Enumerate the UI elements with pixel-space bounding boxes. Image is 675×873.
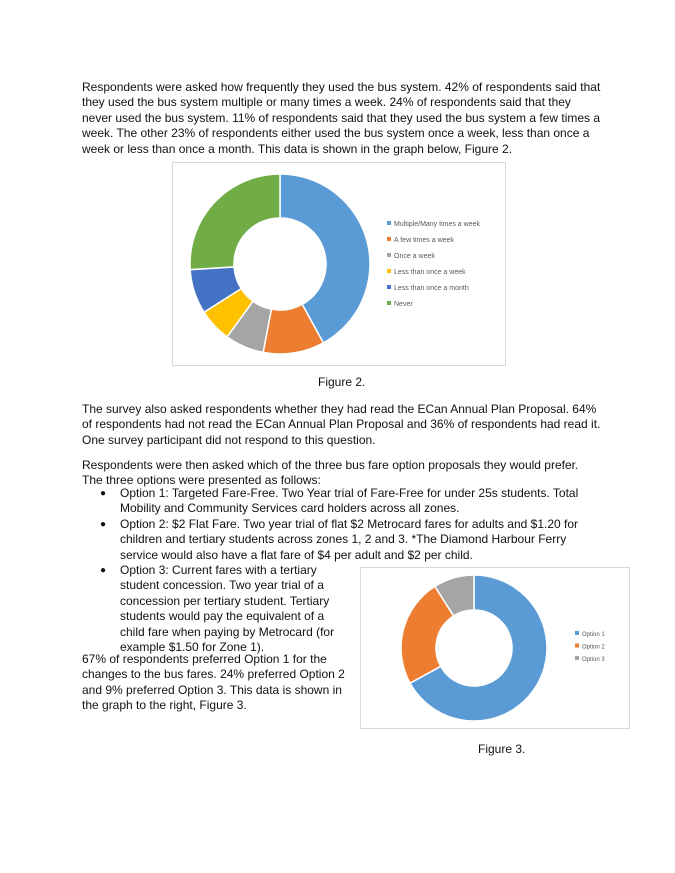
legend-label-option-1: Option 1 (582, 632, 605, 638)
slice-never (190, 174, 280, 270)
legend-label-less-than-once-a-month: Less than once a month (394, 285, 469, 292)
legend-label-never: Never (394, 301, 413, 308)
legend-label-multiple-many-times-a-week: Multiple/Many times a week (394, 221, 480, 228)
legend-marker-less-than-once-a-week (387, 269, 391, 273)
legend-label-once-a-week: Once a week (394, 253, 435, 260)
legend-marker-option-3 (575, 656, 579, 660)
figure-2-chart (172, 162, 506, 366)
legend-marker-once-a-week (387, 253, 391, 257)
paragraph-fare-options-intro: Respondents were then asked which of the three bus fare option proposals they would prefer. The three options were presented as follows: (82, 458, 579, 488)
legend-marker-multiple-many-times-a-week (387, 221, 391, 225)
paragraph-bus-frequency: Respondents were asked how frequently they used the bus system. 42% of respondents said that they used the bus system multiple or many times a week. 24% of respondents said that they never used the bus system. 11% of respondents said that they used the bus system a few times a week. The other 23% of respondents either used the bus system once a week, less than once a week or less than once a month. This data is shown in the graph below, Figure 2. (82, 80, 601, 156)
legend-marker-never (387, 301, 391, 305)
list-item-option-3: ● Option 3: Current fares with a tertiary student concession. Two year trial of a concession per tertiary student. Tertiary students would pay the equivalent of a child fare when paying by Metrocard (for example $1.50 for Zone 1). (100, 563, 350, 655)
figure-3-chart (360, 567, 630, 729)
legend-marker-option-1 (575, 631, 579, 635)
donut-chart-options (361, 568, 629, 728)
paragraph-option-preference: 67% of respondents preferred Option 1 for the changes to the bus fares. 24% preferred Option 2 and 9% preferred Option 3. This data is shown in the graph to the right, Figure 3. (82, 652, 345, 713)
figure-2-caption: Figure 2. (318, 375, 366, 389)
list-item-option-1: ● Option 1: Targeted Fare-Free. Two Year trial of Fare-Free for under 25s students. Total Mobility and Community Services card holders across all zones. (100, 486, 600, 517)
legend-label-less-than-once-a-week: Less than once a week (394, 269, 466, 276)
legend-label-a-few-times-a-week: A few times a week (394, 237, 454, 244)
donut-chart-frequency (173, 163, 505, 365)
legend-marker-less-than-once-a-month (387, 285, 391, 289)
figure-3-caption: Figure 3. (478, 742, 526, 756)
list-item-option-2: ● Option 2: $2 Flat Fare. Two year trial of flat $2 Metrocard fares for adults and $1.20 for children and tertiary students across zones 1, 2 and 3. *The Diamond Harbour Ferry service would also have a flat fare of $4 per adult and $2 per child. (100, 517, 600, 563)
legend-label-option-3: Option 3 (582, 657, 605, 663)
legend-marker-a-few-times-a-week (387, 237, 391, 241)
paragraph-annual-plan: The survey also asked respondents whether they had read the ECan Annual Plan Proposal. 64% of respondents had not read the ECan Annual Plan Proposal and 36% of respondents had read it. One survey participant did not respond to this question. (82, 402, 601, 447)
legend-label-option-2: Option 2 (582, 644, 605, 651)
legend-marker-option-2 (575, 644, 579, 648)
